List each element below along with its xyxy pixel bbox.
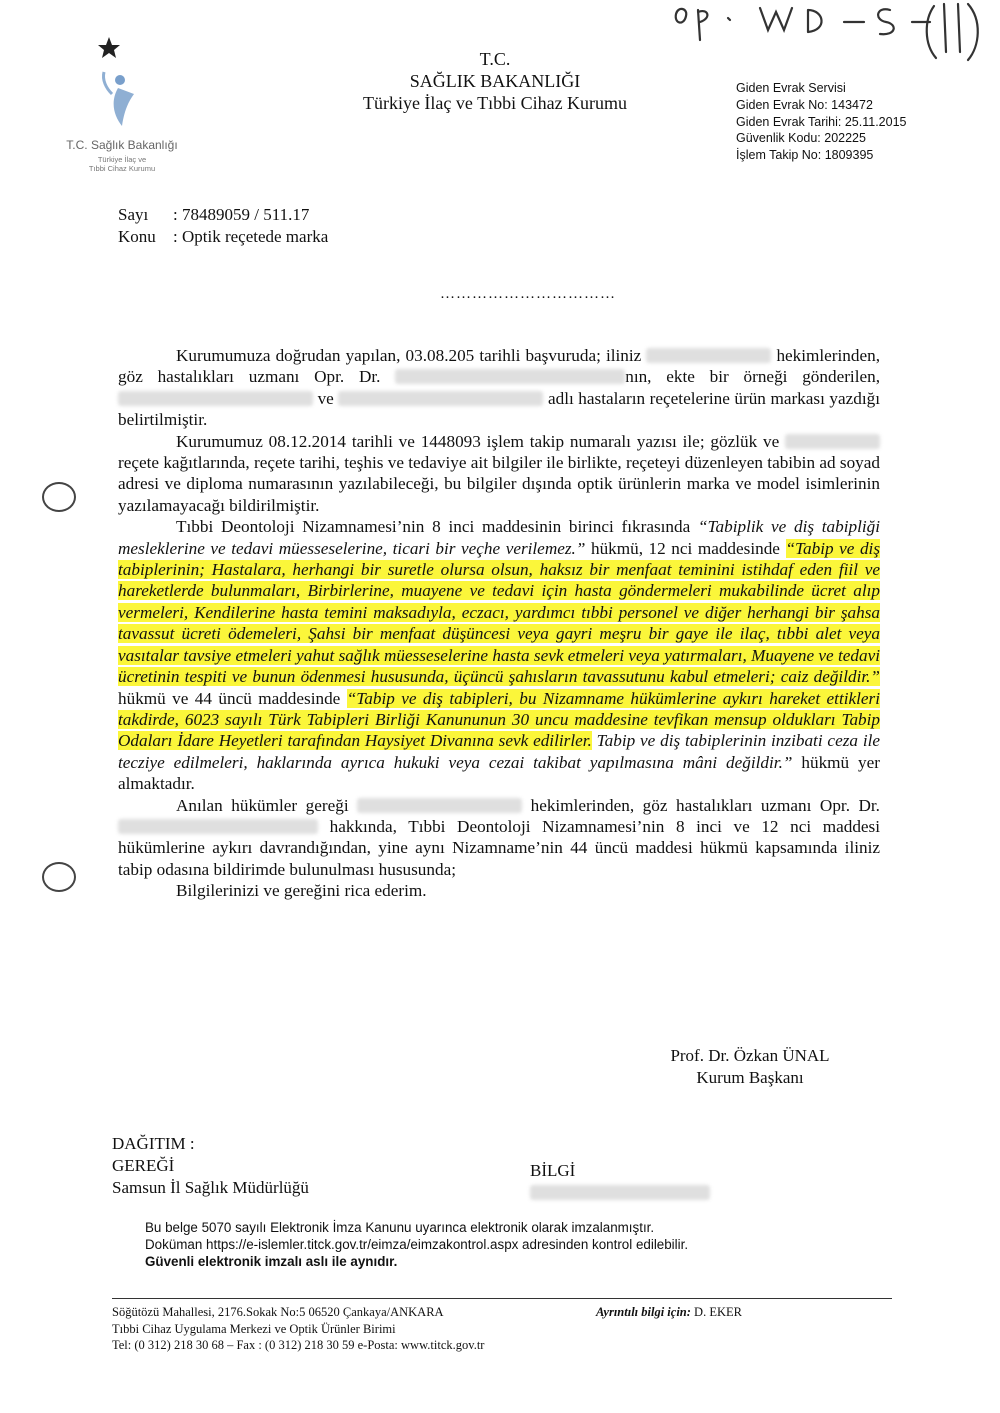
header-line-tc: T.C. xyxy=(479,49,511,69)
geregi-label: GEREĞİ xyxy=(112,1156,175,1175)
footer-unit: Tıbbi Cihaz Uygulama Merkezi ve Optik Ürünler Birimi xyxy=(112,1321,396,1336)
esign-line-3: Güvenli elektronik imzalı aslı ile aynıdır. xyxy=(145,1254,398,1269)
logo-subtitle: Türkiye İlaç ve Tıbbi Cihaz Kurumu xyxy=(88,155,156,173)
info-label: Ayrıntılı bilgi için: xyxy=(596,1305,691,1319)
quote-article-44-cont: Tabip ve diş tabiplerinin inzibati ceza ile tecziye edilmeleri, haklarında ayrıca hukuki veya cezai takibat yapılmasına mâni değildir.” xyxy=(118,731,880,772)
header-line-agency: Türkiye İlaç ve Tıbbi Cihaz Kurumu xyxy=(362,93,628,113)
header-line-ministry: SAĞLIK BAKANLIĞI xyxy=(409,71,581,91)
footer-address xyxy=(112,1304,592,1354)
security-code: Güvenlik Kodu: 202225 xyxy=(736,131,866,146)
footer-contact-person xyxy=(596,1304,742,1321)
paragraph-5: Bilgilerinizi ve gereğini rica ederim. xyxy=(176,881,427,901)
paragraph-1: Kurumumuza doğrudan yapılan, 03.08.205 tarihli başvuruda; iliniz hekimlerinden, göz hastalıkları uzmanı Opr. Dr. nın, ekte bir örneği gönderilen, ve adlı hastaların reçetelerine ürün markası yazdığı belirtilmiştir. xyxy=(118,346,881,430)
logo-name: T.C. Sağlık Bakanlığı xyxy=(66,138,178,152)
redacted-patient xyxy=(118,391,313,406)
redacted-word xyxy=(785,434,880,449)
redacted-doctor xyxy=(118,819,318,834)
footer-divider xyxy=(112,1298,892,1299)
esign-line-2: Doküman https://e-islemler.titck.gov.tr/eimza/eimzakontrol.aspx adresinden kontrol edilebilir. xyxy=(145,1237,689,1252)
sayi-row: Sayı : 78489059 / 511.17 xyxy=(118,205,310,224)
paragraph-4: Anılan hükümler gereği hekimlerinden, göz hastalıkları uzmanı Opr. Dr. hakkında, Tıbbi Deontoloji Nizamnamesi’nin 8 inci ve 12 nci maddesi hükümlerine aykırı davrandığından, yine aynı Nizamname’nin 44 üncü maddesi hükmü kapsamında iliniz tabip odasına bildirimde bulunulması hususunda; xyxy=(118,795,881,879)
konu-row: Konu : Optik reçetede marka xyxy=(118,227,329,246)
tracking-no: İşlem Takip No: 1809395 xyxy=(736,148,874,163)
highlighted-quote-article-12: “Tabip ve diş tabiplerinin; Hastalara, herhangi bir suretle olursa olsun, haksız bir menfaat teminini istihdaf eden fiil ve hareketlerde bulunmaları, Birbirlerine, muayene ve tedavi için hasta göndermeleri mukabilinde ücret alıp vermeleri, Kendilerine hasta temini maksadıyla, eczacı, yardımcı tıbbi personel ve diğer herhangi bir şahsa tavassut ücreti ödemeleri, Şahsi bir menfaat düşüncesi veya gayri meşru bir gaye ile ilaç, tıbbi alet veya vasıtalar tavsiye etmeleri yahut sağlık müesseselerine hasta sevk etmeleri veya yatırmaları, Muayene ve tedavi ücretinin tespiti ve bunun ödenmesi hususunda, üçüncü şahısların tavassutunu kabul etmeleri; caiz değildir.” xyxy=(118,538,881,687)
signatory-title: Kurum Başkanı xyxy=(696,1068,804,1087)
outgoing-document-info xyxy=(736,80,966,164)
star-icon xyxy=(98,37,120,58)
e-signature-note xyxy=(145,1219,845,1270)
evrak-service: Giden Evrak Servisi xyxy=(736,81,846,95)
margin-hole-mark xyxy=(42,482,76,512)
separator-dots: …………………………… xyxy=(440,286,616,302)
signature-block xyxy=(620,1045,880,1089)
info-value: D. EKER xyxy=(694,1305,742,1319)
letter-body xyxy=(118,345,880,902)
letterhead xyxy=(300,48,690,114)
footer-contact: Tel: (0 312) 218 30 68 – Fax : (0 312) 218 30 59 e-Posta: www.titck.gov.tr xyxy=(112,1338,485,1352)
distribution-block xyxy=(112,1133,309,1199)
redacted-hospital xyxy=(646,348,771,363)
evrak-no: Giden Evrak No: 143472 xyxy=(736,97,873,112)
handwritten-note xyxy=(668,0,988,62)
distribution-label: DAĞITIM : xyxy=(112,1134,195,1153)
evrak-date: Giden Evrak Tarihi: 25.11.2015 xyxy=(736,114,907,129)
bilgi-block xyxy=(530,1160,710,1204)
highlighted-quote-article-44: “Tabip ve diş tabipleri, bu Nizamname hükümlerine aykırı hareket ettikleri takdirde, 6023 sayılı Türk Tabipleri Birliği Kanununun 30 uncu maddesine tevfikan mensup oldukları Tabip Odaları İdare Heyetleri tarafından Haysiyet Divanına sevk edilirler. xyxy=(118,688,881,751)
bilgi-label: BİLGİ xyxy=(530,1161,576,1180)
margin-hole-mark xyxy=(42,862,76,892)
redacted-recipient xyxy=(530,1185,710,1200)
recipient: Samsun İl Sağlık Müdürlüğü xyxy=(112,1178,309,1197)
quote-article-8: “Tabiplik ve diş tabipliği mesleklerine ve tedavi müesseselerine, ticari bir veçhe verilemez.” xyxy=(118,517,881,558)
paragraph-2: Kurumumuz 08.12.2014 tarihli ve 1448093 işlem takip numaralı yazısı ile; gözlük ve reçete kağıtlarında, reçete tarihi, teşhis ve tedaviye ait bilgiler ile birlikte, reçeteyi düzenleyen tabibin ad soyad adresi ve diploma numarasının yazılabileceği, bu bilgiler dışında optik ürünlerin marka ve model isimlerinin yazılamayacağı bildirilmiştir. xyxy=(118,431,880,515)
signatory-name: Prof. Dr. Özkan ÜNAL xyxy=(670,1046,830,1065)
redacted-patient xyxy=(338,391,543,406)
redacted-doctor xyxy=(395,369,625,384)
footer-address-line: Söğütözü Mahallesi, 2176.Sokak No:5 06520 Çankaya/ANKARA xyxy=(112,1305,444,1319)
document-meta xyxy=(118,204,328,248)
redacted-hospital xyxy=(357,798,522,813)
paragraph-3: Tıbbi Deontoloji Nizamnamesi’nin 8 inci maddesinin birinci fıkrasında “Tabiplik ve diş tabipliği mesleklerine ve tedavi müesseselerine, ticari bir veçhe verilemez.” hükmü, 12 nci maddesinde “Tabip ve diş tabiplerinin; Hastalara, herhangi bir suretle olursa olsun, haksız bir menfaat teminini istihdaf eden fiil ve hareketlerde bulunmaları, Birbirlerine, muayene ve tedavi için hasta göndermeleri mukabilinde ücret alıp vermeleri, Kendilerine hasta temini maksadıyla, eczacı, yardımcı tıbbi personel ve diğer herhangi bir şahsa tavassut ücreti ödemeleri, Şahsi bir menfaat düşüncesi veya gayri meşru bir gaye ile ilaç, tıbbi alet veya vasıtalar tavsiye etmeleri yahut sağlık müesseselerine hasta sevk etmeleri veya yatırmaları, Muayene ve tedavi ücretinin tespiti ve bunun ödenmesi hususunda, üçüncü şahısların tavassutunu kabul etmeleri; caiz değildir.” hükmü ve 44 üncü maddesinde “Tabip ve diş tabipleri, bu Nizamname hükümlerine aykırı hareket ettikleri takdirde, 6023 sayılı Türk Tabipleri Birliği Kanununun 30 uncu maddesine tevfikan mensup oldukları Tabip Odaları İdare Heyetleri tarafından Haysiyet Divanına sevk edilirler. Tabip ve diş tabiplerinin inzibati ceza ile tecziye edilmeleri, haklarında ayrıca hukuki veya cezai takibat yapılmasına mâni değildir.” hükmü yer almaktadır. xyxy=(118,517,881,794)
esign-line-1: Bu belge 5070 sayılı Elektronik İmza Kanunu uyarınca elektronik olarak imzalanmıştır. xyxy=(145,1220,655,1235)
